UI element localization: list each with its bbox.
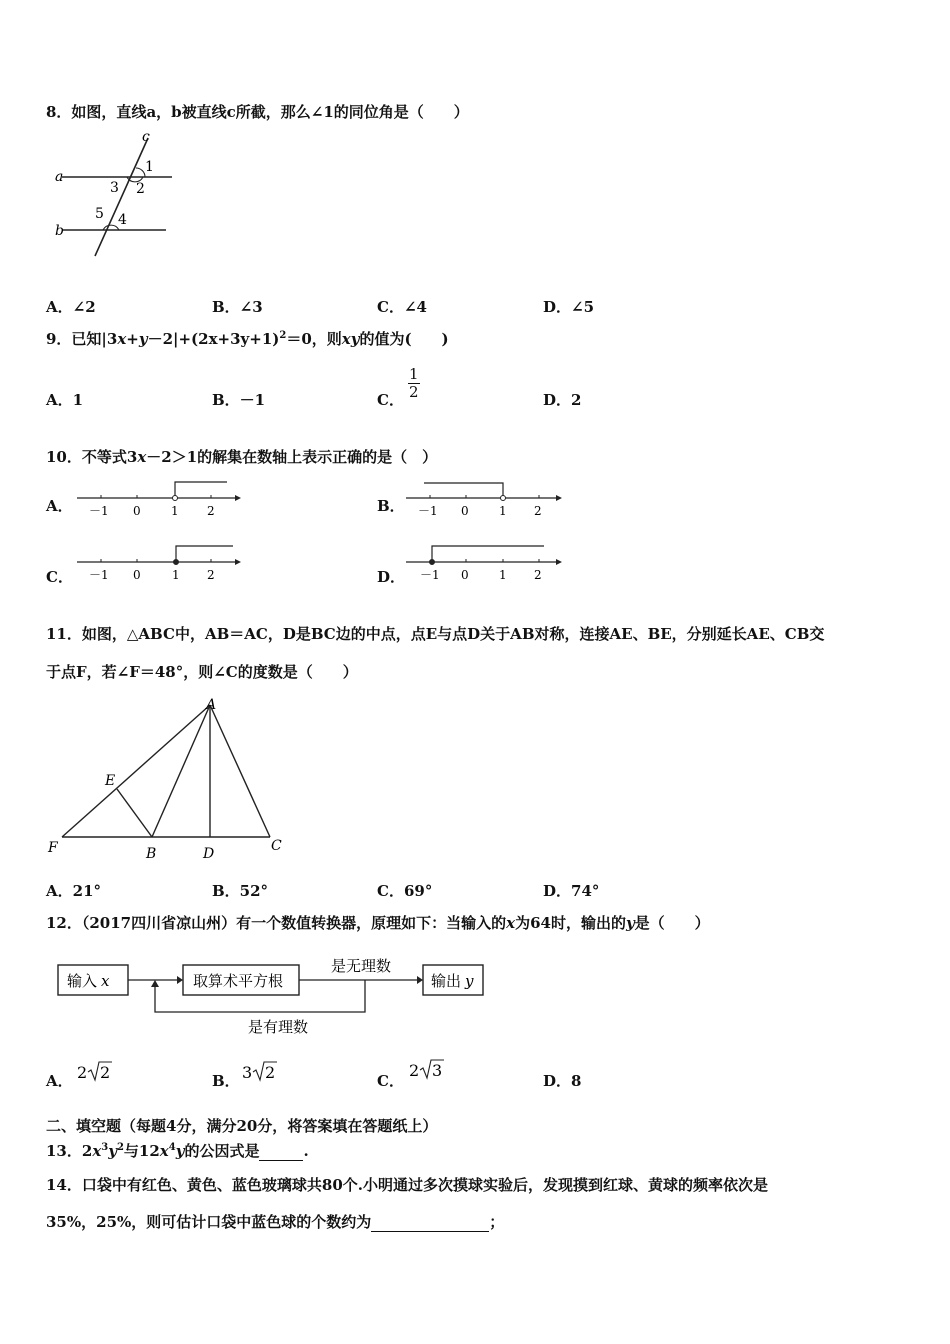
q12-b-rad: 2: [265, 1063, 276, 1082]
box-input-var: x: [101, 972, 110, 990]
svg-text:输入x: [67, 972, 110, 990]
q9-plus: +: [126, 330, 139, 348]
label-F: F: [48, 840, 58, 856]
section-2-heading: 二、填空题（每题4分，满分20分，将答案填在答题纸上）: [46, 1117, 438, 1135]
line-c: [95, 138, 148, 256]
q9-option-d[interactable]: D．2: [543, 391, 582, 409]
q10-numberline-a: [75, 478, 245, 518]
q12-stem-post: 是（ ）: [634, 914, 710, 932]
q8-figure: [50, 128, 190, 263]
label-A: A: [206, 697, 217, 713]
q12-a-coef: 2: [77, 1063, 88, 1082]
q9-y: y: [138, 330, 148, 348]
q9-option-c[interactable]: C．: [377, 391, 404, 409]
label-b: b: [55, 223, 64, 239]
q13-e3: 4: [168, 1142, 176, 1153]
q13-mid: 与12: [123, 1142, 160, 1160]
q8-option-a[interactable]: A．∠2: [46, 298, 96, 316]
q12-b-coef: 3: [242, 1063, 253, 1082]
q9-x: x: [117, 330, 127, 348]
q8-option-d[interactable]: D．∠5: [543, 298, 595, 316]
seg-AB: [152, 705, 210, 837]
q11-figure: [45, 692, 305, 867]
seg-AC: [210, 705, 270, 837]
q12-stem-pre: 12．（2017四川省凉山州）有一个数值转换器，原理如下：当输入的: [46, 914, 507, 932]
q13-post: 的公因式是: [184, 1142, 260, 1160]
tick-c-m1: －1: [89, 568, 109, 582]
q12-option-b[interactable]: B．: [212, 1072, 240, 1090]
q12-a-rad: 2: [100, 1063, 111, 1082]
q12-flowchart: [55, 952, 505, 1042]
q14-line2-text: 35%，25%，则可估计口袋中蓝色球的个数约为: [46, 1213, 372, 1231]
q11-option-b[interactable]: B．52°: [212, 882, 269, 900]
q12-stem-mid: 为64时，输出的: [515, 914, 626, 932]
q9-option-b[interactable]: B．－1: [212, 391, 266, 409]
q13-end: .: [303, 1142, 309, 1160]
q8-option-b[interactable]: B．∠3: [212, 298, 263, 316]
q11-stem-line1: 11．如图，△ABC中，AB＝AC，D是BC边的中点，点E与点D关于AB对称，连接AE、BE，分别延长AE、CB交: [46, 625, 825, 643]
tick-d-2: 2: [534, 568, 542, 582]
q12-y: y: [625, 914, 635, 932]
q10-stem: [46, 448, 437, 466]
q10-option-b[interactable]: B．: [377, 497, 405, 515]
q9-fraction: [408, 366, 420, 402]
q11-option-d[interactable]: D．74°: [543, 882, 600, 900]
q12-option-a-expr: [76, 1058, 126, 1088]
tick-a-m1: －1: [89, 504, 109, 518]
q12-x: x: [506, 914, 516, 932]
label-1: 1: [145, 159, 154, 175]
label-a: a: [55, 169, 64, 185]
q10-numberline-d: [404, 542, 574, 582]
q14-stem-line2: [46, 1213, 504, 1232]
q9-stem-pre: 9．已知|3: [46, 330, 118, 348]
box-output-text: 输出: [431, 972, 462, 990]
q11-option-c[interactable]: C．69°: [377, 882, 433, 900]
q14-stem-line1: 14．口袋中有红色、黄色、蓝色玻璃球共80个.小明通过多次摸球实验后，发现摸到红球、黄球的频率依次是: [46, 1176, 768, 1194]
box-input-text: 输入: [67, 972, 98, 990]
q12-stem: [46, 914, 710, 932]
q9-stem: [46, 330, 449, 348]
tick-b-2: 2: [534, 504, 542, 518]
label-c: c: [142, 129, 150, 145]
label-4: 4: [118, 212, 127, 228]
seg-EB: [117, 789, 152, 837]
q10-stem-post: －2＞1的解集在数轴上表示正确的是（ ）: [146, 448, 438, 466]
q13-answer-blank[interactable]: [259, 1142, 303, 1161]
label-E: E: [105, 773, 116, 789]
q13-pre: 13．2: [46, 1142, 93, 1160]
q9-frac-den: 2: [409, 383, 419, 402]
tick-a-1: 1: [171, 504, 179, 518]
q10-stem-pre: 10．不等式3: [46, 448, 138, 466]
q14-end: ；: [489, 1213, 505, 1231]
q9-stem-post: ＝0，则: [286, 330, 342, 348]
angle-arc-upper-2: [136, 168, 145, 177]
label-2: 2: [136, 181, 145, 197]
tick-b-m1: －1: [418, 504, 438, 518]
q9-frac-num: 1: [409, 365, 419, 383]
q12-c-coef: 2: [409, 1061, 420, 1080]
label-B: B: [146, 846, 157, 862]
q12-option-d[interactable]: D．8: [543, 1072, 582, 1090]
q10-option-d[interactable]: D．: [377, 568, 406, 586]
q9-exp: 2: [279, 330, 287, 341]
tick-d-0: 0: [461, 568, 469, 582]
label-5: 5: [95, 206, 104, 222]
q10-numberline-b: [404, 478, 574, 518]
label-D: D: [203, 846, 215, 862]
q13-x1: x: [92, 1142, 102, 1160]
tick-a-2: 2: [207, 504, 215, 518]
q8-option-c[interactable]: C．∠4: [377, 298, 427, 316]
q13-e1: 3: [101, 1142, 109, 1153]
q10-option-a[interactable]: A．: [46, 497, 73, 515]
q14-answer-blank[interactable]: [371, 1213, 489, 1232]
q11-option-a[interactable]: A．21°: [46, 882, 102, 900]
tick-d-m1: －1: [420, 568, 440, 582]
tick-c-1: 1: [172, 568, 180, 582]
label-3: 3: [110, 180, 119, 196]
tick-a-0: 0: [133, 504, 141, 518]
q13-e2: 2: [116, 1142, 124, 1153]
label-C: C: [271, 838, 282, 854]
q12-option-b-expr: [241, 1058, 291, 1088]
q9-xy: xy: [341, 330, 360, 348]
q9-option-a[interactable]: A．1: [46, 391, 84, 409]
q10-numberline-c: [75, 542, 245, 582]
q12-c-rad: 3: [432, 1061, 443, 1080]
q9-stem-mid: －2|+(2x+3y+1): [147, 330, 280, 348]
svg-text:输出y: [431, 972, 474, 990]
q9-stem-end: 的值为( ): [359, 330, 449, 348]
q12-option-c[interactable]: C．: [377, 1072, 404, 1090]
q8-stem: 8．如图，直线a，b被直线c所截，那么∠1的同位角是（ ）: [46, 103, 469, 121]
tick-c-0: 0: [133, 568, 141, 582]
tick-b-1: 1: [499, 504, 507, 518]
label-rational: 是有理数: [248, 1018, 309, 1036]
q13-x2: x: [159, 1142, 169, 1160]
q12-option-a[interactable]: A．: [46, 1072, 73, 1090]
q13-y2: y: [175, 1142, 185, 1160]
q12-option-c-expr: [408, 1056, 458, 1086]
q11-stem-line2: 于点F，若∠F＝48°，则∠C的度数是（ ）: [46, 663, 358, 681]
label-irrational: 是无理数: [331, 957, 392, 975]
seg-FA: [62, 705, 210, 837]
q10-option-c[interactable]: C．: [46, 568, 73, 586]
tick-c-2: 2: [207, 568, 215, 582]
q13-stem: [46, 1142, 309, 1161]
box-output-var: y: [465, 972, 474, 990]
q10-x: x: [137, 448, 147, 466]
tick-b-0: 0: [461, 504, 469, 518]
box-sqrt-text: 取算术平方根: [193, 972, 284, 990]
tick-d-1: 1: [499, 568, 507, 582]
q13-y1: y: [108, 1142, 117, 1160]
